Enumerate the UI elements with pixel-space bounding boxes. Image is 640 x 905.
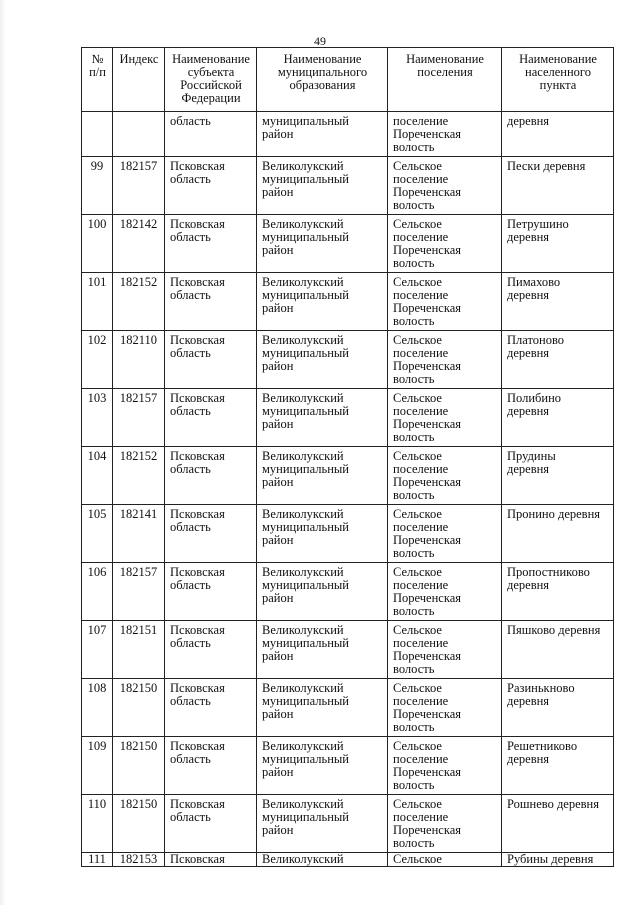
cell-line: Петрушино <box>507 217 569 231</box>
cell-line: область <box>170 230 211 244</box>
cell-subject <box>165 679 257 737</box>
cell-line: волость <box>393 778 435 792</box>
cell-locality <box>502 621 614 679</box>
cell-line: деревня <box>507 288 550 302</box>
cell-line: деревня <box>507 404 550 418</box>
cell-line: волость <box>393 256 435 270</box>
cell-line: район <box>262 127 294 141</box>
table-header-row <box>82 48 614 112</box>
cell-line: Великолукский <box>262 275 344 289</box>
cell-line: Великолукский <box>262 797 344 811</box>
cell-line: деревня <box>507 346 550 360</box>
cell-municipality <box>257 563 388 621</box>
cell-municipality <box>257 795 388 853</box>
cell-municipality <box>257 112 388 157</box>
cell-line: муниципальный <box>262 752 349 766</box>
cell-line: область <box>170 172 211 186</box>
cell-line: район <box>262 591 294 605</box>
cell-locality <box>502 853 614 867</box>
cell-line: Псковская <box>170 333 225 347</box>
cell-line: Пореченская <box>393 185 462 199</box>
cell-subject <box>165 389 257 447</box>
table-row <box>82 795 614 853</box>
cell-line: Сельское <box>393 565 442 579</box>
cell-settlement <box>388 273 502 331</box>
cell-line: Пимахово <box>507 275 561 289</box>
table-row <box>82 621 614 679</box>
table-row <box>82 679 614 737</box>
table-row <box>82 273 614 331</box>
cell-municipality <box>257 389 388 447</box>
cell-line: Наименование <box>172 52 250 66</box>
cell-num: 110 <box>82 795 113 853</box>
cell-line: Пропостниково <box>507 565 590 579</box>
cell-line: деревня <box>507 462 550 476</box>
cell-line: волость <box>393 662 435 676</box>
cell-settlement <box>388 447 502 505</box>
cell-line: Пореченская <box>393 475 462 489</box>
cell-line: область <box>170 520 211 534</box>
cell-line: Сельское <box>393 852 442 866</box>
cell-settlement <box>388 157 502 215</box>
cell-index: 182150 <box>113 795 165 853</box>
cell-line: район <box>262 823 294 837</box>
cell-line: Сельское <box>393 797 442 811</box>
cell-subject <box>165 737 257 795</box>
cell-line: Псковская <box>170 159 225 173</box>
cell-line: волость <box>393 720 435 734</box>
table-row <box>82 157 614 215</box>
cell-line: Псковская <box>170 507 225 521</box>
cell-line: район <box>262 243 294 257</box>
header-settlement <box>388 48 502 112</box>
cell-line: Великолукский <box>262 623 344 637</box>
cell-line: волость <box>393 836 435 850</box>
cell-line: Прудины <box>507 449 556 463</box>
cell-line: муниципальный <box>262 810 349 824</box>
cell-line: область <box>170 114 211 128</box>
cell-line: Великолукский <box>262 852 344 866</box>
cell-line: Сельское <box>393 449 442 463</box>
cell-num: 104 <box>82 447 113 505</box>
cell-line: Пореченская <box>393 127 462 141</box>
cell-line: Федерации <box>181 91 241 105</box>
cell-line: Великолукский <box>262 217 344 231</box>
cell-subject <box>165 157 257 215</box>
cell-settlement <box>388 621 502 679</box>
cell-settlement <box>388 737 502 795</box>
cell-settlement <box>388 112 502 157</box>
cell-line: Псковская <box>170 217 225 231</box>
settlements-table <box>81 47 614 867</box>
cell-subject <box>165 853 257 867</box>
cell-index: 182141 <box>113 505 165 563</box>
header-index <box>113 48 165 112</box>
cell-subject <box>165 505 257 563</box>
cell-settlement <box>388 389 502 447</box>
cell-line: поселение <box>393 636 449 650</box>
cell-municipality <box>257 505 388 563</box>
cell-line: Пореченская <box>393 359 462 373</box>
cell-line: Великолукский <box>262 565 344 579</box>
cell-line: Наименование <box>283 52 362 66</box>
cell-line: область <box>170 462 211 476</box>
cell-subject <box>165 215 257 273</box>
cell-municipality <box>257 157 388 215</box>
cell-locality <box>502 112 614 157</box>
cell-line: поселение <box>393 462 449 476</box>
cell-line: Сельское <box>393 333 442 347</box>
cell-num: 100 <box>82 215 113 273</box>
cell-index: 182153 <box>113 853 165 867</box>
cell-line: область <box>170 346 211 360</box>
cell-line: муниципальный <box>262 462 349 476</box>
cell-municipality <box>257 853 388 867</box>
cell-line: область <box>170 810 211 824</box>
cell-line: Великолукский <box>262 159 344 173</box>
table-body <box>82 112 614 867</box>
cell-line: населенного <box>525 65 591 79</box>
cell-locality <box>502 505 614 563</box>
cell-line: поселение <box>393 404 449 418</box>
cell-settlement <box>388 853 502 867</box>
cell-subject <box>165 621 257 679</box>
cell-line: Пореченская <box>393 301 462 315</box>
cell-line: Пореченская <box>393 649 462 663</box>
cell-index: 182152 <box>113 273 165 331</box>
cell-line: район <box>262 765 294 779</box>
cell-subject <box>165 331 257 389</box>
cell-line: Псковская <box>170 449 225 463</box>
cell-line: Пореченская <box>393 707 462 721</box>
cell-line: поселение <box>393 230 449 244</box>
cell-line: волость <box>393 140 435 154</box>
cell-line: район <box>262 359 294 373</box>
cell-settlement <box>388 331 502 389</box>
cell-line: район <box>262 707 294 721</box>
cell-line: муниципальный <box>262 694 349 708</box>
cell-locality <box>502 273 614 331</box>
cell-subject <box>165 795 257 853</box>
cell-locality <box>502 157 614 215</box>
cell-line: область <box>170 578 211 592</box>
table-row <box>82 331 614 389</box>
table-row <box>82 389 614 447</box>
cell-line: район <box>262 301 294 315</box>
cell-line: муниципальный <box>262 346 349 360</box>
cell-line: деревня <box>507 230 550 244</box>
cell-municipality <box>257 447 388 505</box>
cell-line: Псковская <box>170 852 225 866</box>
cell-line: Великолукский <box>262 739 344 753</box>
cell-municipality <box>257 331 388 389</box>
cell-line: деревня <box>507 114 550 128</box>
cell-line: Пореченская <box>393 417 462 431</box>
cell-line: волость <box>393 604 435 618</box>
cell-settlement <box>388 563 502 621</box>
cell-line: район <box>262 185 294 199</box>
cell-locality <box>502 563 614 621</box>
table-row <box>82 505 614 563</box>
cell-line: Сельское <box>393 623 442 637</box>
cell-num: 99 <box>82 157 113 215</box>
cell-line: Рошнево деревня <box>507 797 599 811</box>
cell-line: волость <box>393 546 435 560</box>
cell-line: поселение <box>393 520 449 534</box>
cell-municipality <box>257 621 388 679</box>
cell-line: Наименование <box>519 52 597 66</box>
cell-line: № <box>91 52 104 66</box>
table-row <box>82 853 614 867</box>
cell-line: муниципальный <box>262 172 349 186</box>
cell-line: пункта <box>539 78 577 92</box>
table-row <box>82 737 614 795</box>
cell-line: район <box>262 649 294 663</box>
cell-municipality <box>257 737 388 795</box>
header-subject <box>165 48 257 112</box>
cell-line: Великолукский <box>262 449 344 463</box>
cell-line: Сельское <box>393 217 442 231</box>
cell-line: деревня <box>507 578 550 592</box>
cell-municipality <box>257 679 388 737</box>
cell-line: волость <box>393 372 435 386</box>
cell-line: поселения <box>417 65 473 79</box>
cell-num: 105 <box>82 505 113 563</box>
cell-line: Пореченская <box>393 243 462 257</box>
cell-line: область <box>170 694 211 708</box>
cell-locality <box>502 447 614 505</box>
cell-settlement <box>388 679 502 737</box>
cell-index: 182157 <box>113 389 165 447</box>
cell-line: Великолукский <box>262 507 344 521</box>
cell-index: 182157 <box>113 157 165 215</box>
cell-index: 182150 <box>113 679 165 737</box>
cell-line: Пореченская <box>393 765 462 779</box>
cell-subject <box>165 563 257 621</box>
cell-num: 103 <box>82 389 113 447</box>
cell-line: поселение <box>393 172 449 186</box>
cell-line: Пореченская <box>393 823 462 837</box>
cell-line: образования <box>289 78 356 92</box>
cell-line: Решетниково <box>507 739 578 753</box>
table-row-continuation <box>82 112 614 157</box>
cell-line: муниципальный <box>262 636 349 650</box>
cell-line: Сельское <box>393 739 442 753</box>
cell-line: Пореченская <box>393 591 462 605</box>
cell-line: Сельское <box>393 681 442 695</box>
cell-index: 182157 <box>113 563 165 621</box>
cell-locality <box>502 795 614 853</box>
cell-line: Пронино деревня <box>507 507 601 521</box>
cell-num <box>82 112 113 157</box>
cell-line: Индекс <box>119 52 159 66</box>
cell-line: Пяшково деревня <box>507 623 601 637</box>
cell-line: область <box>170 752 211 766</box>
table-row <box>82 563 614 621</box>
cell-line: субъекта <box>187 65 235 79</box>
table-row <box>82 215 614 273</box>
cell-line: Платоново <box>507 333 565 347</box>
cell-line: муниципальный <box>262 114 349 128</box>
cell-index: 182142 <box>113 215 165 273</box>
cell-subject <box>165 112 257 157</box>
cell-line: Сельское <box>393 159 442 173</box>
cell-index: 182110 <box>113 331 165 389</box>
cell-line: поселение <box>393 752 449 766</box>
cell-line: п/п <box>89 65 106 79</box>
cell-line: Разинькново <box>507 681 575 695</box>
cell-line: волость <box>393 488 435 502</box>
cell-line: муниципальный <box>262 520 349 534</box>
cell-line: Псковская <box>170 797 225 811</box>
scan-edge <box>0 0 6 905</box>
cell-line: деревня <box>507 694 550 708</box>
cell-subject <box>165 273 257 331</box>
cell-num: 111 <box>82 853 113 867</box>
cell-locality <box>502 215 614 273</box>
cell-settlement <box>388 505 502 563</box>
table-row <box>82 447 614 505</box>
cell-index: 182152 <box>113 447 165 505</box>
cell-locality <box>502 389 614 447</box>
cell-line: деревня <box>507 752 550 766</box>
cell-locality <box>502 331 614 389</box>
cell-line: Сельское <box>393 391 442 405</box>
cell-line: поселение <box>393 346 449 360</box>
cell-line: район <box>262 475 294 489</box>
cell-index: 182150 <box>113 737 165 795</box>
cell-line: Псковская <box>170 565 225 579</box>
cell-line: Псковская <box>170 681 225 695</box>
cell-line: поселение <box>393 114 449 128</box>
cell-line: Псковская <box>170 623 225 637</box>
cell-line: Великолукский <box>262 333 344 347</box>
cell-line: поселение <box>393 288 449 302</box>
cell-line: Российской <box>180 78 242 92</box>
cell-settlement <box>388 795 502 853</box>
cell-line: волость <box>393 198 435 212</box>
cell-num: 107 <box>82 621 113 679</box>
header-num <box>82 48 113 112</box>
cell-num: 109 <box>82 737 113 795</box>
header-locality <box>502 48 614 112</box>
cell-index: 182151 <box>113 621 165 679</box>
cell-num: 101 <box>82 273 113 331</box>
cell-municipality <box>257 273 388 331</box>
cell-line: Псковская <box>170 739 225 753</box>
cell-line: Пореченская <box>393 533 462 547</box>
cell-index <box>113 112 165 157</box>
page-number: 49 <box>314 34 326 48</box>
cell-line: Пески деревня <box>507 159 586 173</box>
cell-line: поселение <box>393 810 449 824</box>
cell-line: муниципальный <box>262 288 349 302</box>
cell-locality <box>502 737 614 795</box>
cell-line: Наименование <box>406 52 484 66</box>
cell-line: муниципального <box>277 65 368 79</box>
cell-line: волость <box>393 430 435 444</box>
cell-line: поселение <box>393 694 449 708</box>
header-municipality <box>257 48 388 112</box>
cell-line: муниципальный <box>262 404 349 418</box>
cell-locality <box>502 679 614 737</box>
cell-line: Рубины деревня <box>507 852 594 866</box>
cell-line: Псковская <box>170 275 225 289</box>
cell-num: 106 <box>82 563 113 621</box>
cell-settlement <box>388 215 502 273</box>
cell-line: волость <box>393 314 435 328</box>
cell-municipality <box>257 215 388 273</box>
cell-subject <box>165 447 257 505</box>
cell-num: 102 <box>82 331 113 389</box>
cell-line: Великолукский <box>262 391 344 405</box>
cell-line: муниципальный <box>262 578 349 592</box>
cell-line: район <box>262 417 294 431</box>
cell-line: Сельское <box>393 507 442 521</box>
cell-line: поселение <box>393 578 449 592</box>
cell-line: Сельское <box>393 275 442 289</box>
cell-line: Полибино <box>507 391 562 405</box>
cell-line: Псковская <box>170 391 225 405</box>
cell-num: 108 <box>82 679 113 737</box>
cell-line: область <box>170 636 211 650</box>
cell-line: область <box>170 288 211 302</box>
cell-line: район <box>262 533 294 547</box>
cell-line: Великолукский <box>262 681 344 695</box>
cell-line: область <box>170 404 211 418</box>
cell-line: муниципальный <box>262 230 349 244</box>
